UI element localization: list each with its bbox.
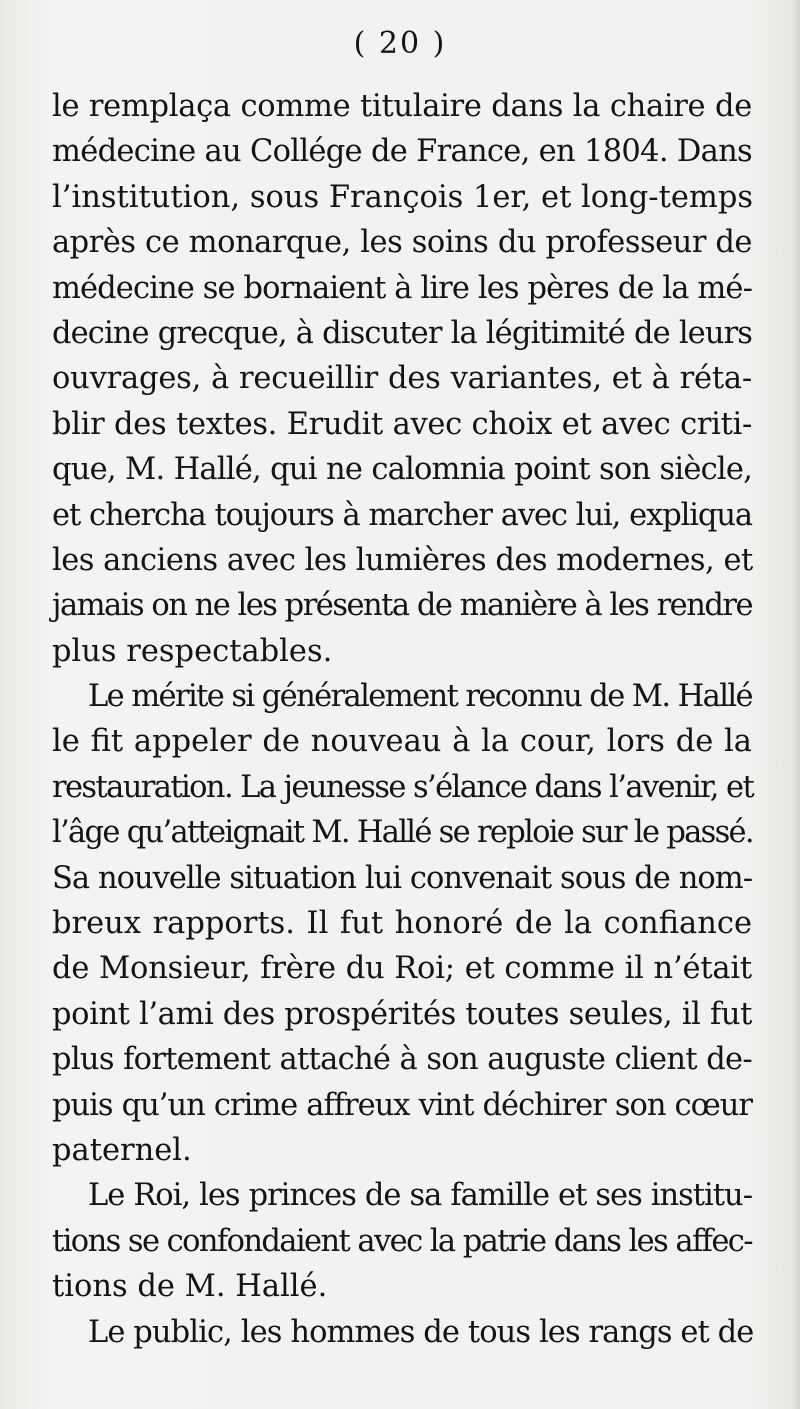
text-line: plus respectables. bbox=[52, 633, 333, 669]
text-line: blir des textes. Erudit avec choix et avec criti- bbox=[52, 406, 752, 442]
text-line: breux rapports. Il fut honoré de la confiance bbox=[52, 906, 752, 942]
text-line: plus fortement attaché à son auguste client de- bbox=[52, 1042, 752, 1078]
text-line: de Monsieur, frère du Roi; et comme il n’était bbox=[52, 951, 752, 987]
text-line: ouvrages, à recueillir des variantes, et à réta- bbox=[52, 361, 752, 397]
text-line: l’âge qu’atteignait M. Hallé se reploie sur le passé. bbox=[52, 815, 753, 851]
text-line: médecine se bornaient à lire les pères de la mé- bbox=[52, 270, 752, 306]
text-line: le remplaça comme titulaire dans la chaire de bbox=[52, 89, 752, 124]
text-line: les anciens avec les lumières des modernes, et bbox=[52, 542, 753, 578]
text-line: médecine au Collége de France, en 1804. Dans bbox=[52, 134, 752, 170]
text-line: jamais on ne les présenta de manière à les rendre bbox=[52, 588, 752, 624]
text-line: paternel. bbox=[52, 1132, 192, 1168]
text-line: le fit appeler de nouveau à la cour, lors de la bbox=[52, 724, 752, 760]
text-line: restauration. La jeunesse s’élance dans l’avenir, et bbox=[52, 769, 754, 805]
text-line: Le Roi, les princes de sa famille et ses institu- bbox=[88, 1178, 752, 1214]
text-line: Sa nouvelle situation lui convenait sous de nom- bbox=[52, 860, 752, 896]
text-line: point l’ami des prospérités toutes seules, il fut bbox=[52, 996, 752, 1032]
text-line: Le public, les hommes de tous les rangs et de bbox=[88, 1314, 754, 1350]
text-line: decine grecque, à discuter la légitimité de leurs bbox=[52, 315, 752, 351]
text-line: l’institution, sous François 1er, et long-temps bbox=[52, 179, 754, 215]
text-line: puis qu’un crime affreux vint déchirer son cœur bbox=[52, 1087, 752, 1123]
text-line: tions se confondaient avec la patrie dans les affec- bbox=[52, 1223, 752, 1259]
page-number: ( 20 ) bbox=[353, 26, 447, 61]
text-line: après ce monarque, les soins du professeur de bbox=[52, 225, 752, 261]
text-line: Le mérite si généralement reconnu de M. Hallé bbox=[88, 679, 752, 715]
page-edge-shadow bbox=[792, 0, 800, 1409]
text-line: tions de M. Hallé. bbox=[52, 1269, 328, 1305]
body-text bbox=[52, 84, 752, 1355]
text-line: que, M. Hallé, qui ne calomnia point son siècle, bbox=[52, 452, 752, 488]
text-line: et chercha toujours à marcher avec lui, expliqua bbox=[52, 497, 752, 533]
